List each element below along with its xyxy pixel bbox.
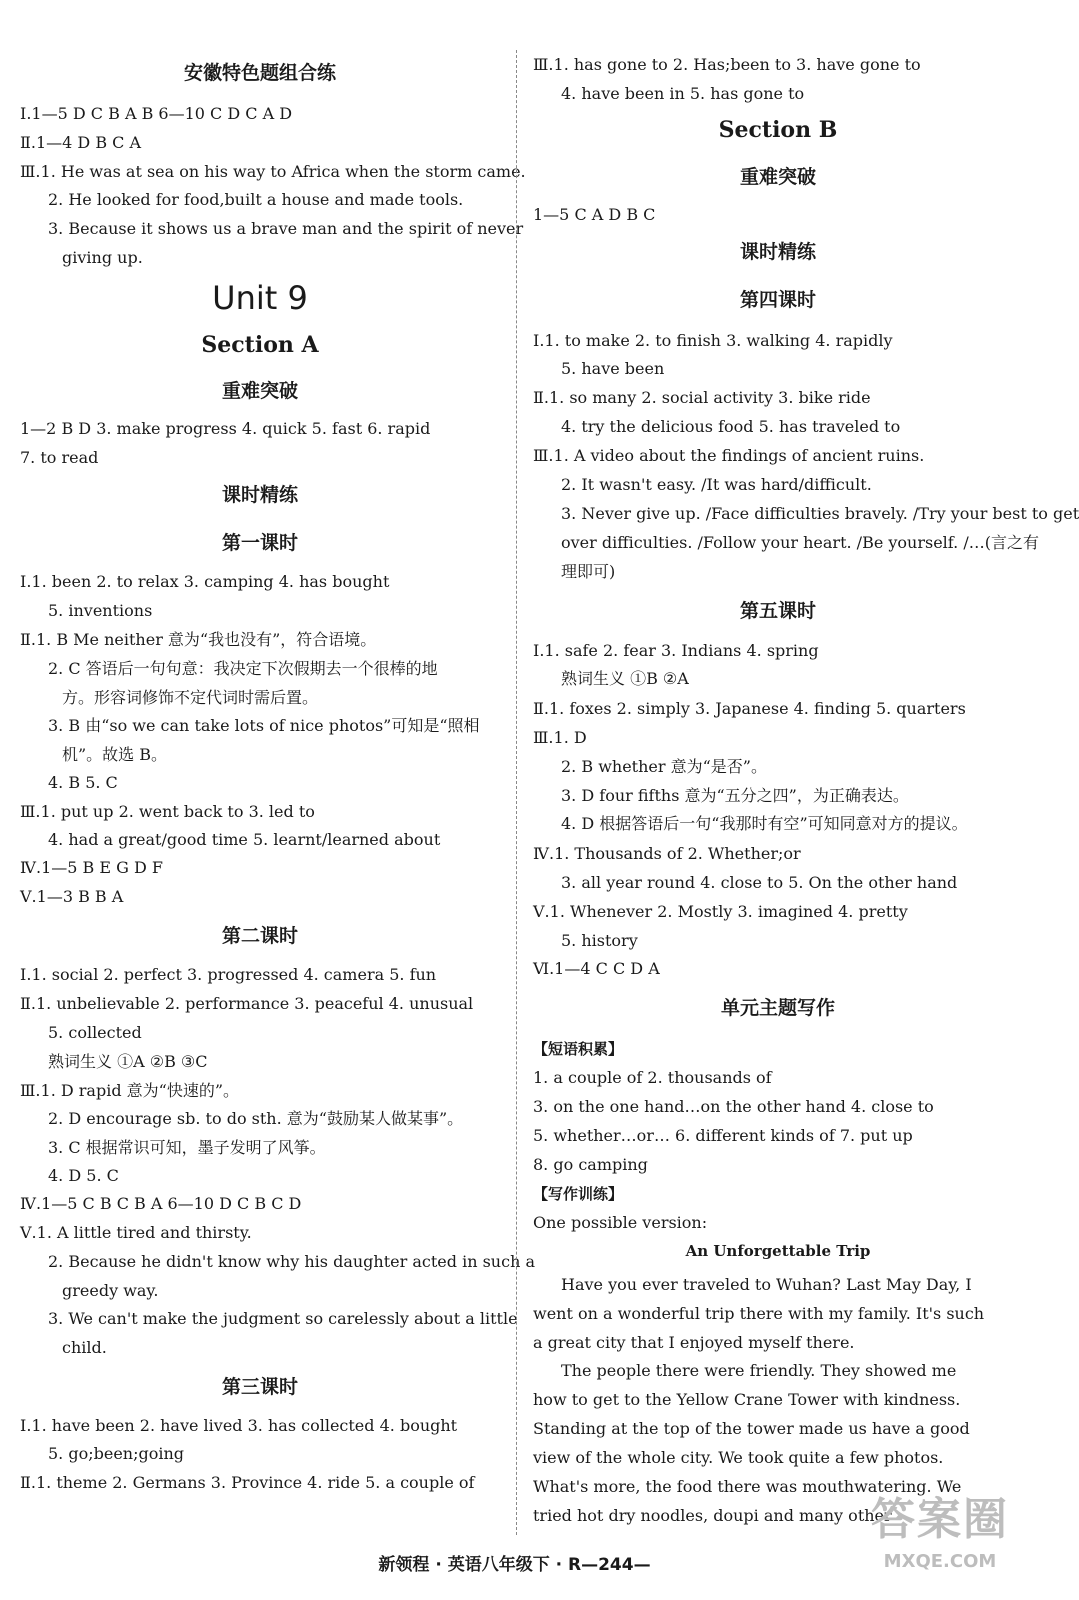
heading: 【写作训练】 <box>533 1185 624 1203</box>
heading: 第五课时 <box>739 600 816 622</box>
answer-line: Ⅲ.1. D rapid 意为“快速的”。 <box>20 1081 240 1100</box>
page-footer: 新领程 · 英语八年级下 · R—244— <box>378 1555 651 1575</box>
heading: 第四课时 <box>739 289 816 311</box>
heading: 课时精练 <box>739 241 816 263</box>
heading: 第一课时 <box>221 532 298 554</box>
answer-line: 3. C 根据常识可知，墨子发明了风筝。 <box>48 1138 326 1157</box>
essay-paragraph-1: Have you ever traveled to Wuhan? Last May Day, I went on a wonderful trip there with my family. It's such a great city that I enjoyed myself there. <box>533 1275 985 1352</box>
answer-line: 5. go;been;going <box>48 1444 185 1463</box>
answer-line: Ⅰ.1. safe 2. fear 3. Indians 4. spring <box>533 641 819 660</box>
answer-line: Ⅰ.1. have been 2. have lived 3. has collected 4. bought <box>20 1416 458 1435</box>
heading: Unit 9 <box>212 279 308 317</box>
answer-line: Ⅰ.1. been 2. to relax 3. camping 4. has bought <box>20 572 390 591</box>
answer-line: 2. Because he didn't know why his daughter acted in such a <box>48 1252 535 1271</box>
answer-line: 2. C 答语后一句句意：我决定下次假期去一个很棒的地 <box>48 659 438 678</box>
answer-line: 5. inventions <box>48 601 153 620</box>
answer-line: 熟词生义 ①B ②A <box>561 669 689 688</box>
answer-line: 4. try the delicious food 5. has traveled to <box>561 417 901 436</box>
answer-line: 5. history <box>561 931 638 950</box>
answer-line: Ⅳ.1. Thousands of 2. Whether;or <box>533 844 801 863</box>
answer-line: 3. D four fifths 意为“五分之四”，为正确表达。 <box>561 786 909 805</box>
answer-line: 4. B 5. C <box>48 773 118 792</box>
essay-paragraph-2: The people there were friendly. They showed me how to get to the Yellow Crane Tower with kindness. Standing at the top of the tower made us have a good view of the whole city. We took quite a few photos. What's more, the food there was mouthwatering. We tried hot dry noodles, doupi and many other <box>533 1361 970 1525</box>
answer-line: 1. a couple of 2. thousands of <box>533 1068 772 1087</box>
heading: An Unforgettable Trip <box>685 1242 871 1260</box>
answer-line: Ⅱ.1. foxes 2. simply 3. Japanese 4. finding 5. quarters <box>533 699 966 718</box>
watermark-logo <box>865 1490 1015 1590</box>
answer-line: 1—2 B D 3. make progress 4. quick 5. fast 6. rapid <box>20 419 431 438</box>
answer-line: 1—5 C A D B C <box>533 205 656 224</box>
answer-line: 3. We can't make the judgment so carelessly about a little <box>48 1309 518 1328</box>
answer-line: 3. B 由“so we can take lots of nice photos”可知是“照相 <box>48 716 480 735</box>
answer-line: Ⅳ.1—5 C B C B A 6—10 D C B C D <box>20 1194 302 1213</box>
answer-line: 熟词生义 ①A ②B ③C <box>48 1052 208 1071</box>
answer-line: Ⅴ.1. A little tired and thirsty. <box>20 1223 252 1242</box>
answer-line: 5. whether…or… 6. different kinds of 7. put up <box>533 1126 913 1145</box>
answer-line: over difficulties. /Follow your heart. /Be yourself. /…(言之有 <box>561 533 1039 552</box>
answer-line: 方。形容词修饰不定代词时需后置。 <box>62 688 319 707</box>
answer-line: giving up. <box>62 248 143 267</box>
answer-line: Ⅰ.1—5 D C B A B 6—10 C D C A D <box>20 104 293 123</box>
answer-line: Ⅲ.1. put up 2. went back to 3. led to <box>20 802 315 821</box>
heading: 重难突破 <box>221 380 298 402</box>
answer-line: Ⅱ.1. B Me neither 意为“我也没有”，符合语境。 <box>20 630 377 649</box>
answer-line: 2. D encourage sb. to do sth. 意为“鼓励某人做某事”。 <box>48 1109 464 1128</box>
answer-line: 3. Never give up. /Face difficulties bravely. /Try your best to get <box>561 504 1079 523</box>
answer-line: Ⅳ.1—5 B E G D F <box>20 858 164 877</box>
column-divider <box>516 50 517 1535</box>
heading: 课时精练 <box>221 484 298 506</box>
answer-line: 4. had a great/good time 5. learnt/learned about <box>48 830 441 849</box>
answer-line: Ⅱ.1—4 D B C A <box>20 133 142 152</box>
answer-line: 3. all year round 4. close to 5. On the other hand <box>561 873 958 892</box>
heading: 第二课时 <box>221 925 298 947</box>
heading: 第三课时 <box>221 1376 298 1398</box>
heading: 安徽特色题组合练 <box>183 62 336 84</box>
heading: Section A <box>201 332 319 358</box>
heading: 单元主题写作 <box>720 997 835 1019</box>
answer-line: 4. have been in 5. has gone to <box>561 84 805 103</box>
answer-line: Ⅱ.1. unbelievable 2. performance 3. peaceful 4. unusual <box>20 994 474 1013</box>
answer-line: 8. go camping <box>533 1155 648 1174</box>
answer-line: 5. have been <box>561 359 665 378</box>
answer-line: Ⅲ.1. He was at sea on his way to Africa when the storm came. <box>20 162 526 181</box>
heading: 【短语积累】 <box>533 1040 624 1058</box>
answer-line: 2. B whether 意为“是否”。 <box>561 757 767 776</box>
answer-line: greedy way. <box>62 1281 159 1300</box>
answer-line: 4. D 根据答语后一句“我那时有空”可知同意对方的提议。 <box>561 814 968 833</box>
watermark-text: 答案圈 <box>871 1494 1009 1545</box>
answer-line: 3. on the one hand…on the other hand 4. close to <box>533 1097 934 1116</box>
answer-line: child. <box>62 1338 107 1357</box>
watermark-url: MXQE.COM <box>883 1551 997 1572</box>
answer-line: Ⅲ.1. has gone to 2. Has;been to 3. have gone to <box>533 55 921 74</box>
answer-line: Ⅱ.1. so many 2. social activity 3. bike ride <box>533 388 871 407</box>
answer-line: 理即可) <box>561 562 616 581</box>
answer-line: Ⅱ.1. theme 2. Germans 3. Province 4. ride 5. a couple of <box>20 1473 475 1492</box>
answer-line: Ⅲ.1. D <box>533 728 587 747</box>
answer-line: One possible version: <box>533 1213 708 1232</box>
answer-line: 2. He looked for food,built a house and made tools. <box>48 190 464 209</box>
answer-line: 4. D 5. C <box>48 1166 119 1185</box>
answer-line: Ⅵ.1—4 C C D A <box>533 959 660 978</box>
heading: Section B <box>718 117 838 143</box>
answer-line: 机”。故选 B。 <box>62 745 168 764</box>
heading: 重难突破 <box>739 166 816 188</box>
answer-line: 7. to read <box>20 448 99 467</box>
answer-line: Ⅲ.1. A video about the findings of ancient ruins. <box>533 446 925 465</box>
answer-line: 3. Because it shows us a brave man and the spirit of never <box>48 219 524 238</box>
answer-line: Ⅴ.1. Whenever 2. Mostly 3. imagined 4. pretty <box>533 902 908 921</box>
answer-line: Ⅴ.1—3 B B A <box>20 887 124 906</box>
answer-line: 2. It wasn't easy. /It was hard/difficult. <box>561 475 872 494</box>
answer-line: Ⅰ.1. to make 2. to finish 3. walking 4. rapidly <box>533 331 893 350</box>
answer-line: 5. collected <box>48 1023 142 1042</box>
answer-line: Ⅰ.1. social 2. perfect 3. progressed 4. camera 5. fun <box>20 965 437 984</box>
